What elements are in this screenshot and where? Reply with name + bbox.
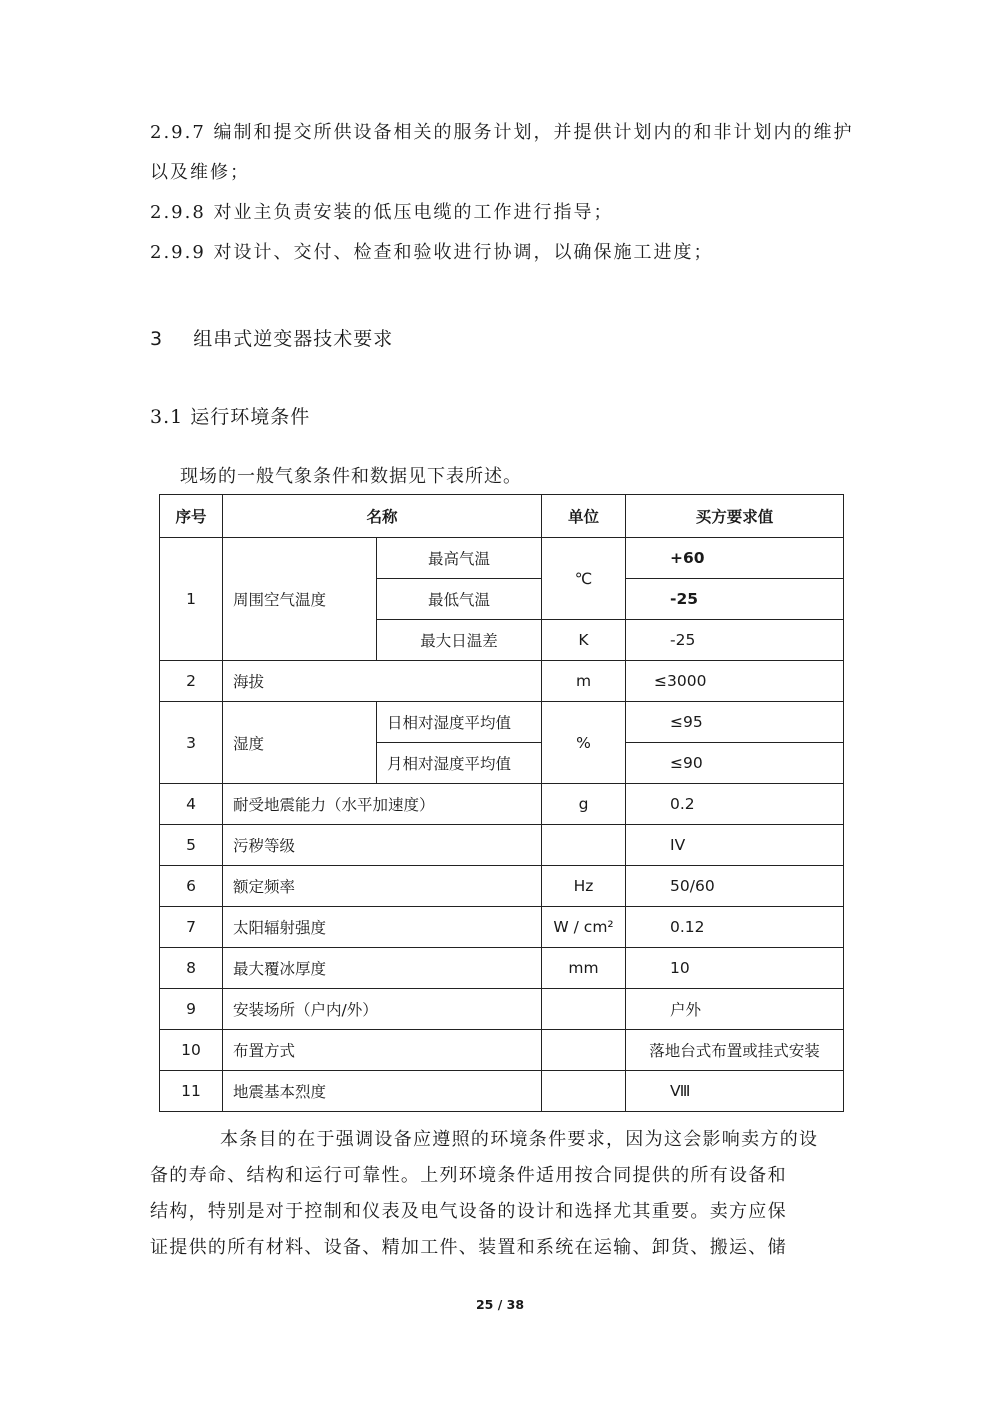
row-unit	[542, 1030, 626, 1071]
row-value: Ⅷ	[626, 1071, 844, 1112]
row-unit: mm	[542, 948, 626, 989]
row-name: 湿度	[223, 702, 377, 784]
table-header-row	[160, 495, 844, 538]
section-number: 3	[150, 328, 164, 350]
body-paragraph	[150, 1122, 850, 1266]
row-name: 海拔	[223, 661, 542, 702]
row-value: 0.12	[626, 907, 844, 948]
table-row	[160, 866, 844, 907]
row-subname: 最高气温	[377, 538, 542, 579]
row-value: ≤90	[626, 743, 844, 784]
subsection-heading: 3.1 运行环境条件	[150, 406, 311, 428]
table-row	[160, 989, 844, 1030]
table-row	[160, 948, 844, 989]
section-heading	[150, 324, 393, 351]
row-number: 4	[160, 784, 223, 825]
row-value: IV	[626, 825, 844, 866]
paragraph-2-9-7-line1: 2.9.7 编制和提交所供设备相关的服务计划，并提供计划内的和非计划内的维护	[150, 122, 854, 143]
row-number: 8	[160, 948, 223, 989]
row-unit	[542, 825, 626, 866]
table-row	[160, 538, 844, 579]
row-unit	[542, 989, 626, 1030]
row-number: 7	[160, 907, 223, 948]
row-value: -25	[626, 620, 844, 661]
row-name: 额定频率	[223, 866, 542, 907]
row-unit: W / cm²	[542, 907, 626, 948]
row-subname: 日相对湿度平均值	[377, 702, 542, 743]
row-name: 安装场所（户内/外）	[223, 989, 542, 1030]
body-line: 证提供的所有材料、设备、精加工件、装置和系统在运输、卸货、搬运、储	[150, 1237, 787, 1258]
row-name: 太阳辐射强度	[223, 907, 542, 948]
row-unit: K	[542, 620, 626, 661]
row-number: 9	[160, 989, 223, 1030]
table-row	[160, 825, 844, 866]
row-number: 2	[160, 661, 223, 702]
row-value: 50/60	[626, 866, 844, 907]
row-number: 11	[160, 1071, 223, 1112]
row-number: 1	[160, 538, 223, 661]
row-name: 地震基本烈度	[223, 1071, 542, 1112]
row-unit: %	[542, 702, 626, 784]
row-name: 污秽等级	[223, 825, 542, 866]
row-number: 6	[160, 866, 223, 907]
table-row	[160, 1071, 844, 1112]
table-row	[160, 661, 844, 702]
row-subname: 最大日温差	[377, 620, 542, 661]
row-value: 0.2	[626, 784, 844, 825]
table-row	[160, 1030, 844, 1071]
page-number: 25 / 38	[475, 1297, 525, 1312]
paragraph-2-9-8: 2.9.8 对业主负责安装的低压电缆的工作进行指导；	[150, 202, 614, 223]
row-unit	[542, 1071, 626, 1112]
body-line: 结构，特别是对于控制和仪表及电气设备的设计和选择尤其重要。卖方应保	[150, 1201, 787, 1222]
row-number: 3	[160, 702, 223, 784]
row-value: ≤95	[626, 702, 844, 743]
row-unit: Hz	[542, 866, 626, 907]
header-no: 序号	[160, 495, 223, 538]
paragraph-2-9-7-line2: 以及维修；	[150, 162, 250, 183]
row-value: +60	[626, 538, 844, 579]
body-line: 本条目的在于强调设备应遵照的环境条件要求，因为这会影响卖方的设	[220, 1129, 819, 1150]
table-row	[160, 907, 844, 948]
row-name: 周围空气温度	[223, 538, 377, 661]
row-number: 5	[160, 825, 223, 866]
row-subname: 最低气温	[377, 579, 542, 620]
body-line: 备的寿命、结构和运行可靠性。上列环境条件适用按合同提供的所有设备和	[150, 1165, 787, 1186]
row-number: 10	[160, 1030, 223, 1071]
table-row	[160, 702, 844, 743]
environment-conditions-table	[159, 494, 844, 1112]
row-value: 10	[626, 948, 844, 989]
row-value: ≤3000	[626, 661, 844, 702]
row-value: -25	[626, 579, 844, 620]
row-value: 落地台式布置或挂式安装	[626, 1030, 844, 1071]
table-intro: 现场的一般气象条件和数据见下表所述。	[180, 466, 522, 487]
header-name: 名称	[223, 495, 542, 538]
row-unit: ℃	[542, 538, 626, 620]
table-row	[160, 784, 844, 825]
header-unit: 单位	[542, 495, 626, 538]
row-name: 耐受地震能力（水平加速度）	[223, 784, 542, 825]
section-title: 组串式逆变器技术要求	[193, 328, 394, 350]
row-name: 最大覆冰厚度	[223, 948, 542, 989]
header-value: 买方要求值	[626, 495, 844, 538]
row-value: 户外	[626, 989, 844, 1030]
row-unit: g	[542, 784, 626, 825]
row-name: 布置方式	[223, 1030, 542, 1071]
paragraph-2-9-9: 2.9.9 对设计、交付、检查和验收进行协调，以确保施工进度；	[150, 242, 714, 263]
row-unit: m	[542, 661, 626, 702]
row-subname: 月相对湿度平均值	[377, 743, 542, 784]
